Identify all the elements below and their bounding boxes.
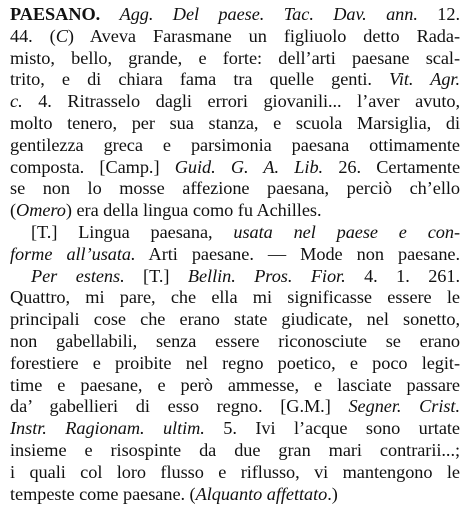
text-run: ) Aveva Farasmane un figliuolo detto Rada- xyxy=(67,25,460,46)
text-run: [T.] Lingua paesana, xyxy=(31,221,234,242)
italic-text: C xyxy=(55,25,68,46)
italic-text: Agg. Del paese. Tac. Dav. ann. xyxy=(119,4,418,24)
text-line xyxy=(10,440,460,462)
text-line xyxy=(10,48,460,70)
text-run: ) era della lingua como fu Achilles. xyxy=(65,200,322,221)
text-run: da’ gabellieri di esso regno. [G.M.] xyxy=(10,396,349,417)
text-line xyxy=(10,309,460,331)
italic-text: Instr. Ragionam. ultim. xyxy=(10,418,205,439)
text-run: 4. 1. 261. xyxy=(345,265,460,286)
text-line xyxy=(10,484,460,505)
italic-text: c. xyxy=(10,91,23,112)
text-line xyxy=(10,222,460,244)
italic-text: Guid. G. A. Lib. xyxy=(174,156,324,177)
text-line xyxy=(10,375,460,397)
italic-text: Omero xyxy=(16,200,66,221)
text-line xyxy=(10,178,460,200)
text-run: ( xyxy=(10,200,17,221)
text-run xyxy=(100,4,119,24)
italic-text: Bellin. Pros. Fior. xyxy=(187,265,346,286)
text-line xyxy=(10,26,460,48)
text-run: 26. Certamente xyxy=(323,156,461,177)
headword: PAESANO. xyxy=(10,4,101,24)
text-run: 4. Ritrasselo dagli errori giovanili... l’aver avuto, xyxy=(22,91,460,112)
text-line xyxy=(10,331,460,353)
text-line xyxy=(10,396,460,418)
text-line xyxy=(10,287,460,309)
italic-text: Vit. Agr. xyxy=(389,69,460,90)
text-line xyxy=(10,69,460,91)
text-run: gentilezza greca e parsimonia paesana ottimamente xyxy=(10,134,460,155)
italic-text: Alquanto affettato xyxy=(195,483,328,504)
text-line xyxy=(10,353,460,375)
text-run: composta. [Camp.] xyxy=(10,156,175,177)
text-line xyxy=(10,418,460,440)
text-line xyxy=(10,462,460,484)
text-run: non gabellabili, senza essere riconosciute se erano xyxy=(10,330,460,351)
italic-text: forme all’usata. xyxy=(10,243,136,264)
text-line xyxy=(10,91,460,113)
text-run: principali cose che erano state giudicate, nel sonetto, xyxy=(10,309,460,330)
text-line xyxy=(10,135,460,157)
text-run: se non lo mosse affezione paesana, perciò ch’ello xyxy=(10,178,460,199)
dictionary-entry-paesano xyxy=(10,4,460,505)
text-run: trito, e di chiara fama tra quelle genti. xyxy=(10,69,390,90)
text-run: .) xyxy=(327,483,338,504)
text-line xyxy=(10,157,460,179)
italic-text: usata nel paese e con- xyxy=(233,221,460,242)
text-line xyxy=(10,244,460,266)
text-run: Arti paesane. — Mode non paesane. xyxy=(135,243,460,264)
text-run: i quali col loro flusso e riflusso, vi mantengono le xyxy=(10,461,460,482)
text-run: 44. ( xyxy=(10,25,56,46)
text-run: 12. xyxy=(417,4,460,24)
text-run: Quattro, mi pare, che ella mi significasse essere le xyxy=(10,287,460,308)
text-run: tempeste come paesane. ( xyxy=(10,483,196,504)
italic-text: Per estens. xyxy=(31,265,125,286)
text-run: time e paesane, e però ammesse, e lasciate passare xyxy=(10,374,460,395)
text-run: [T.] xyxy=(124,265,188,286)
text-line xyxy=(10,4,460,26)
text-line xyxy=(10,113,460,135)
text-run: 5. Ivi l’acque sono urtate xyxy=(204,418,460,439)
text-run: misto, bello, grande, e forte: dell’arti paesane scal- xyxy=(10,47,460,68)
text-run: molto tenero, per sua stanza, e scuola Marsiglia, di xyxy=(10,112,460,133)
text-line xyxy=(10,200,460,222)
text-run: insieme e risospinte da due gran mari contrarii...; xyxy=(10,439,460,460)
text-run: forestiere e proibite nel regno poetico, e poco legit- xyxy=(10,352,460,373)
text-line xyxy=(10,266,460,288)
italic-text: Segner. Crist. xyxy=(348,396,460,417)
